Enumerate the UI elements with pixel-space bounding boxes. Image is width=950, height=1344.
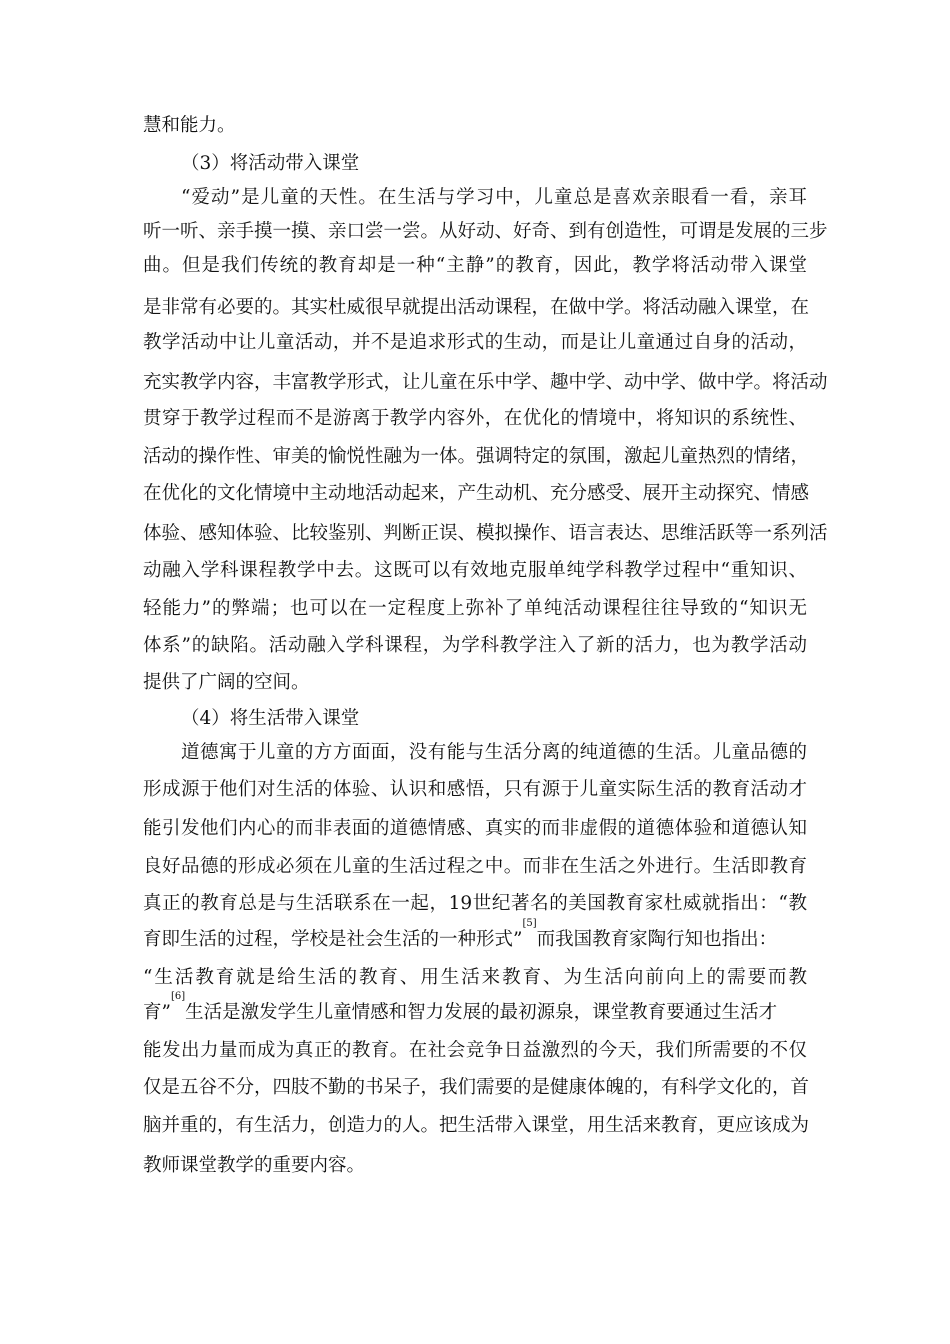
paragraph-line: 充实教学内容，丰富教学形式，让儿童在乐中学、趣中学、动中学、做中学。将活动 — [143, 372, 828, 393]
paragraph-line: 动融入学科课程教学中去。这既可以有效地克服单纯学科教学过程中“重知识、 — [143, 560, 807, 581]
paragraph-line: 体系”的缺陷。活动融入学科课程，为学科教学注入了新的活力，也为教学活动 — [143, 635, 807, 656]
paragraph-line-with-citation — [143, 918, 778, 955]
paragraph-line-with-citation — [143, 991, 778, 1028]
paragraph-line: 活动的操作性、审美的愉悦性融为一体。强调特定的氛围，激起儿童热烈的情绪， — [143, 446, 810, 467]
paragraph-line: 贯穿于教学过程而不是游离于教学内容外，在优化的情境中，将知识的系统性、 — [143, 408, 807, 429]
section-heading-4: （4）将生活带入课堂 — [181, 708, 360, 729]
paragraph-line: 真正的教育总是与生活联系在一起，19世纪著名的美国教育家杜威就指出：“教 — [143, 893, 807, 914]
line-text: 育即生活的过程，学校是社会生活的一种形式” — [143, 929, 523, 950]
section-heading-3: （3）将活动带入课堂 — [181, 153, 360, 174]
paragraph-line: 曲。但是我们传统的教育却是一种“主静”的教育，因此，教学将活动带入课堂 — [143, 255, 807, 276]
paragraph-line: 仅是五谷不分，四肢不勤的书呆子，我们需要的是健康体魄的，有科学文化的，首 — [143, 1077, 810, 1098]
paragraph-line: 体验、感知体验、比较鉴别、判断正误、模拟操作、语言表达、思维活跃等一系列活 — [143, 523, 828, 544]
paragraph-line: 轻能力”的弊端；也可以在一定程度上弥补了单纯活动课程往往导致的“知识无 — [143, 598, 807, 619]
paragraph-line: 能引发他们内心的而非表面的道德情感、真实的而非虚假的道德体验和道德认知 — [143, 818, 807, 839]
paragraph-line: 是非常有必要的。其实杜威很早就提出活动课程，在做中学。将活动融入课堂，在 — [143, 297, 810, 318]
paragraph-line: 形成源于他们对生活的体验、认识和感悟，只有源于儿童实际生活的教育活动才 — [143, 779, 807, 800]
paragraph-line: 听一听、亲手摸一摸、亲口尝一尝。从好动、好奇、到有创造性，可谓是发展的三步 — [143, 221, 828, 242]
paragraph-line: 在优化的文化情境中主动地活动起来，产生动机、充分感受、展开主动探究、情感 — [143, 483, 810, 504]
paragraph-line: 能发出力量而成为真正的教育。在社会竞争日益激烈的今天，我们所需要的不仅 — [143, 1040, 807, 1061]
paragraph-line: 提供了广阔的空间。 — [143, 672, 310, 693]
paragraph-line: 教师课堂教学的重要内容。 — [143, 1155, 366, 1176]
paragraph-line: 脑并重的，有生活力，创造力的人。把生活带入课堂，用生活来教育，更应该成为 — [143, 1115, 810, 1136]
paragraph-line: 慧和能力。 — [143, 115, 236, 136]
line-text: 育” — [143, 1002, 171, 1023]
paragraph-line: 道德寓于儿童的方方面面，没有能与生活分离的纯道德的生活。儿童品德的 — [181, 742, 807, 763]
line-text: 而我国教育家陶行知也指出： — [536, 929, 778, 950]
paragraph-line: “爱动”是儿童的天性。在生活与学习中，儿童总是喜欢亲眼看一看，亲耳 — [181, 187, 807, 208]
line-text: 生活是激发学生儿童情感和智力发展的最初源泉，课堂教育要通过生活才 — [185, 1002, 778, 1023]
paragraph-line: 良好品德的形成必须在儿童的生活过程之中。而非在生活之外进行。生活即教育 — [143, 856, 807, 877]
paragraph-line: “生活教育就是给生活的教育、用生活来教育、为生活向前向上的需要而教 — [143, 967, 807, 988]
citation-marker: [6] — [170, 991, 186, 1002]
citation-marker: [5] — [522, 918, 537, 929]
paragraph-line: 教学活动中让儿童活动，并不是追求形式的生动，而是让儿童通过自身的活动， — [143, 332, 807, 353]
